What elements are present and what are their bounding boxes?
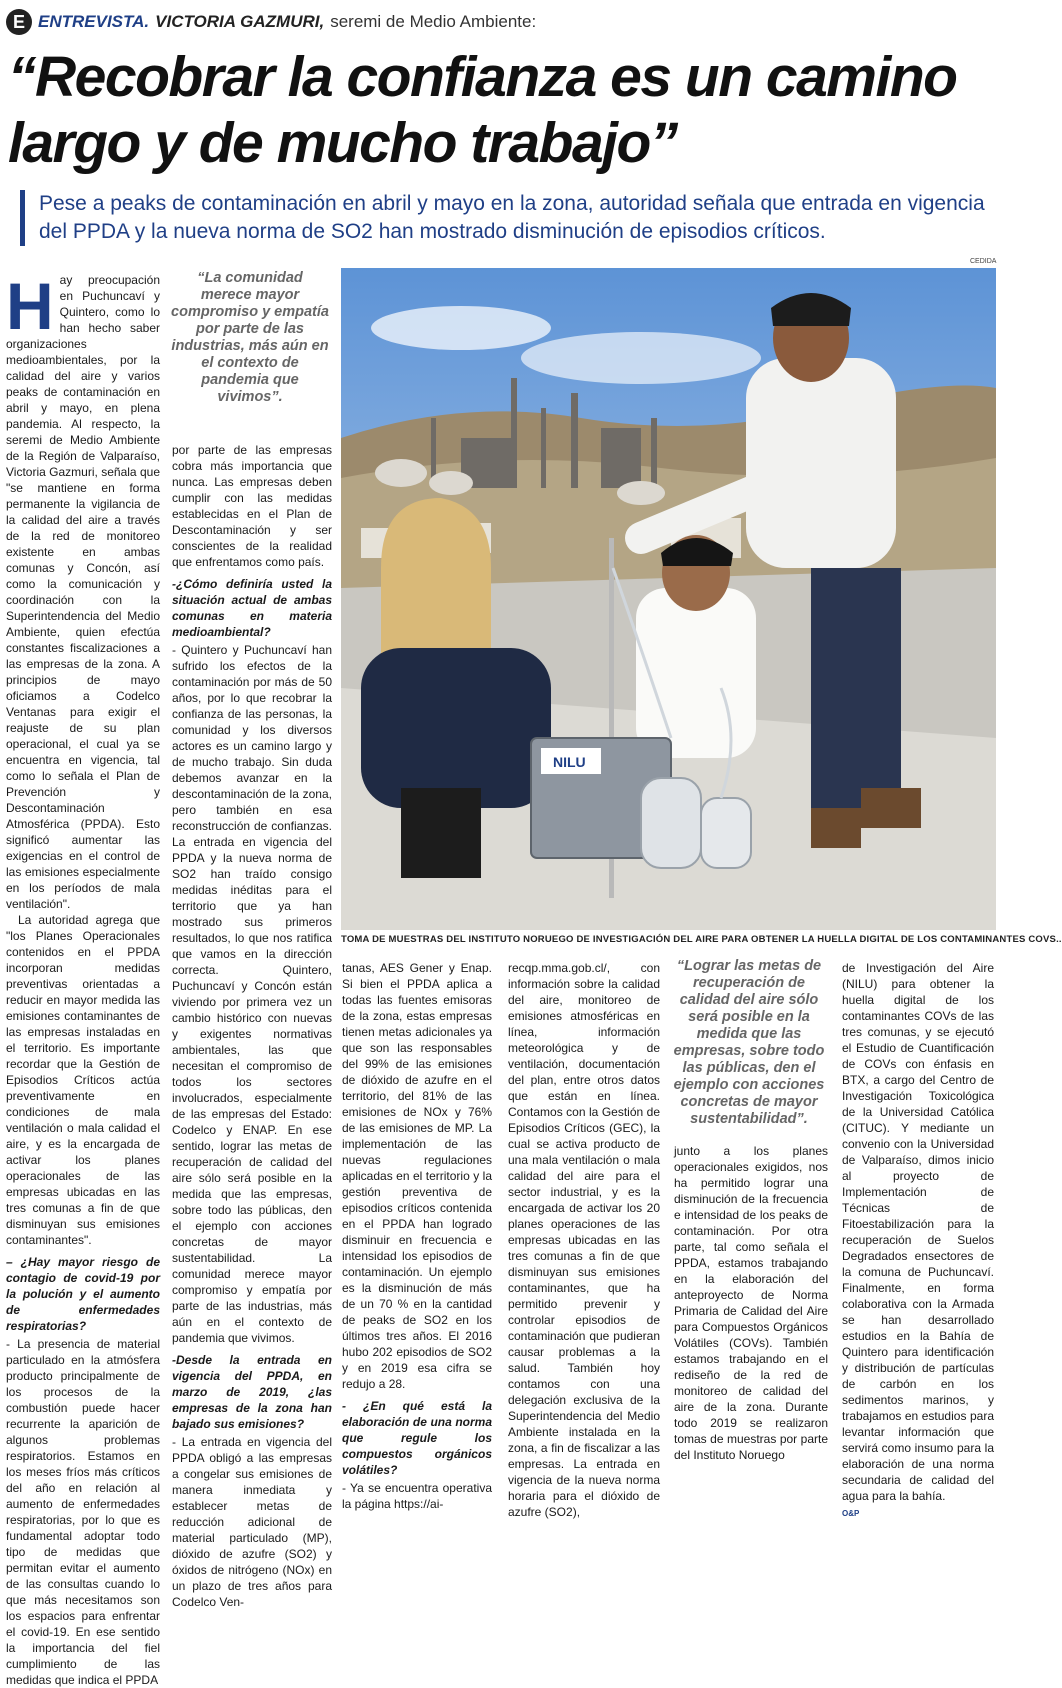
column-5 (674, 1143, 828, 1463)
deck: Pese a peaks de contaminación en abril y mayo en la zona, autoridad señala que entrada en vigencia del PPDA y la nueva norma de SO2 han mostrado disminución de episodios críticos. (20, 190, 995, 246)
body-paragraph: - La presencia de material particulado en la atmósfera producto principalmente de los procesos de la combustión puede hacer recurrente la aparición de algunos problemas respiratorios. Estamos en los meses fríos más críticos del año en relación al aumento de enfermedades respiratorias, por lo que es fundamental adoptar todo tipo de medidas que permitan evitar el aumento de las consultas cuando lo que más necesitamos son los espacios para enfrentar el covid-19. En ese sentido la importancia del fiel cumplimiento de las medidas que indica el PPDA (6, 1337, 160, 1687)
body-paragraph: La autoridad agrega que "los Planes Operacionales contenidos en el PPDA incorporan medidas preventivas orientadas a reducir en mayor medida las emisiones contaminantes de las empresas instaladas en el territorio. Es importante recordar que la Gestión de Episodios Críticos actúa preventivamente en condiciones de mala ventilación o mala calidad el aire, y es la encargada de activar los planes operacionales de las empresas ubicadas en las tres comunas a fin de que disminuyan sus emisiones contaminantes". (6, 913, 160, 1247)
column-4 (508, 960, 660, 1520)
interviewee-role: seremi de Medio Ambiente: (330, 12, 537, 31)
kicker (6, 7, 536, 37)
section-label: ENTREVISTA. (38, 12, 150, 31)
body-paragraph: tanas, AES Gener y Enap. Si bien el PPDA aplica a todas las fuentes emisoras de la zona, estas empresas tienen metas adicionales ya que son las responsables del 99% de las emisiones de dióxido de azufre en el territorio, del 81% de las emisiones de NOx y 76% de las emisiones de MP. La implementación de las nuevas regulaciones aplicadas en el territorio y la gestión preventiva de episodios críticos contenida en el PPDA han logrado disminuir en frecuencia e intensidad los episodios de contaminación. Un ejemplo es la disminución de más de un 70 % en la cantidad de peaks de SO2 en los últimos tres años. El 2016 hubo 202 episodios de SO2 y en 2019 esa cifra se redujo a 28. (342, 961, 492, 1391)
pull-quote: “Lograr las metas de recuperación de calidad del aire sólo será posible en la medida que las empresas, sobre todo las públicas, den el ejemplo con acciones concretas de mayor sustentabilidad”. (673, 958, 825, 1127)
pull-quote: “La comunidad merece mayor compromiso y empatía por parte de las industrias, más aún en el contexto de pandemia que vivimos”. (171, 270, 329, 405)
device-label: NILU (553, 754, 586, 770)
photo-caption: TOMA DE MUESTRAS DEL INSTITUTO NORUEGO DE INVESTIGACIÓN DEL AIRE PARA OBTENER LA HUELLA DIGITAL DE LOS CONTAMINANTES COVS.. (341, 934, 1062, 945)
column-6 (842, 960, 994, 1522)
body-paragraph: de Investigación del Aire (NILU) para obtener la huella digital de los contaminantes COVs de las tres comunas, y se ejecutó el Estudio de Cuantificación de COVs con énfasis en BTX, a cargo del Centro de Investigación Toxicológica de la Universidad Católica (CITUC). Y mediante un convenio con la Universidad de Valparaíso, dimos inicio al proyecto de Implementación de Técnicas de Fitoestabilización para la recuperación de Suelos Degradados ensectores de la comuna de Puchuncaví. Finalmente, en forma colaborativa con la Armada se han desarrollado estudios en la Bahía de Quintero para identificación y distribución de partículas de carbón en los sedimentos marinos, y trabajamos en estudios para levantar información que servirá como insumo para la elaboración de una norma secundaria de calidad del agua para la bahía. (842, 961, 994, 1503)
interview-question: -Desde la entrada en vigencia del PPDA, en marzo de 2019, ¿las empresas de la zona han bajado sus emisiones? (172, 1353, 332, 1431)
body-paragraph: recqp.mma.gob.cl/, con información sobre la calidad del aire, monitoreo de emisiones atmosféricas en línea, información meteorológica y de ventilación, documentación del plan, entre otros datos que están en línea. Contamos con la Gestión de Episodios Críticos (GEC), la cual se activa producto de una mala ventilación o mala calidad del aire para el sector industrial, y es la encargada de activar los 20 planes operaciones de las empresas ubicadas en las tres comunas a fin de que disminuyan sus emisiones contaminantes, que ha permitido prevenir y controlar episodios de contaminación que pudieran causar problemas a la salud. También hoy contamos con una delegación exclusiva de la Superintendencia del Medio Ambiente instalada en la zona, a fin de fiscalizar a las empresas. La entrada en vigencia de la nueva norma horaria para el dióxido de azufre (SO2), (508, 961, 660, 1519)
signature-line (842, 1504, 994, 1522)
interviewee-name: VICTORIA GAZMURI, (155, 12, 325, 31)
interview-question: – ¿Hay mayor riesgo de contagio de covid-19 por la polución y el aumento de enfermedades respiratorias? (6, 1255, 160, 1333)
interview-question: - ¿En qué está la elaboración de una norma que regule los compuestos orgánicos volátiles? (342, 1399, 492, 1477)
headline: “Recobrar la confianza es un camino largo y de mucho trabajo” (8, 45, 957, 175)
section-badge: E (6, 9, 32, 35)
news-photo (341, 268, 996, 930)
column-3 (342, 960, 492, 1512)
column-1 (6, 269, 160, 1688)
drop-cap: H (6, 269, 54, 343)
interview-question: -¿Cómo definiría usted la situación actual de ambas comunas en materia medioambiental? (172, 577, 332, 639)
body-paragraph: - La entrada en vigencia del PPDA obligó a las empresas a congelar sus emisiones de manera inmediata y establecer metas de reducción adicional de material particulado (MP), dióxido de azufre (SO2) y óxidos de nitrógeno (NOx) en un plazo de tres años para Codelco Ven- (172, 1435, 332, 1609)
body-paragraph: junto a los planes operacionales exigidos, nos ha permitido lograr una disminución de la frecuencia e intensidad de los peaks de contaminación. Por otra parte, tal como señala el PPDA, estamos trabajando en la elaboración del anteproyecto de Norma Primaria de Calidad del Aire para Compuestos Orgánicos Volátiles (COVs). También estamos trabajando en el rediseño de la red de monitoreo de calidad del aire de la zona. Durante todo 2019 se realizaron tomas de muestras por parte del Instituto Noruego (674, 1144, 828, 1462)
body-paragraph: - Ya se encuentra operativa la página https://ai- (342, 1481, 492, 1511)
column-2 (172, 442, 332, 1610)
body-paragraph: - Quintero y Puchuncaví han sufrido los efectos de la contaminación por más de 50 años, por lo que recobrar la confianza de las personas, la comunidad y los diversos actores es un camino largo y de mucho trabajo. Sin duda debemos avanzar en la descontaminación de la zona, pero también en esa reconstrucción de confianzas. La entrada en vigencia del PPDA y la nueva norma de SO2 han traído consigo medidas inéditas para el territorio que ya han mostrado sus primeros resultados, lo que nos ratifica que vamos en la dirección correcta. Quintero, Puchuncaví y Concón están viviendo por primera vez un cambio histórico con nuevas y exigentes normativas ambientales, las que necesitan el compromiso de todos los sectores involucrados, especialmente de las empresas del Estado: Codelco y ENAP. En ese sentido, lograr las metas de recuperación de calidad del aire sólo será posible en la medida que las empresas, sobre todo las públicas, den el ejemplo con acciones concretas de mayor sustentabilidad. La comunidad merece mayor compromiso y empatía por parte de las industrias, más aún en el contexto de pandemia que vivimos. (172, 643, 332, 1345)
author-signature: O&P (842, 1509, 860, 1518)
body-paragraph: por parte de las empresas cobra más importancia que nunca. Las empresas deben cumplir con las medidas establecidas en el Plan de Descontaminación y ser conscientes de la realidad que enfrentamos como país. (172, 443, 332, 569)
body-paragraph: ay preocupación en Puchuncaví y Quintero, como lo han hecho saber organizaciones medioambientales, por la calidad del aire y varios peaks de contaminación en abril y mayo, en plena pandemia. Al respecto, la seremi de Medio Ambiente de la Región de Valparaíso, Victoria Gazmuri, señala que "se mantiene en forma permanente la vigilancia de la calidad del aire a través de la red de monitoreo existente en ambas comunas y Concón, así como la comunicación y coordinación con la Superintendencia del Medio Ambiente, quien efectúa constantes fiscalizaciones a las empresas de la zona. A principios de mayo oficiamos a Codelco Ventanas para exigir el reajuste de su plan operacional, el cual ya se encuentra en vigencia, tal como lo señala el Plan de Prevención y Descontaminación Atmosférica (PPDA). Esto significó aumentar las exigencias en el control de las emisiones especialmente en los períodos de mala ventilación". (6, 273, 160, 911)
photo-credit: CEDIDA (970, 258, 997, 265)
